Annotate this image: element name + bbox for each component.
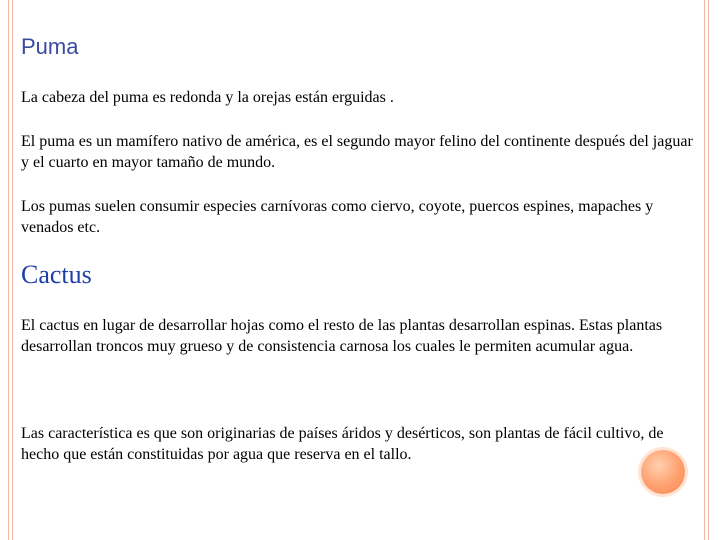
puma-paragraph-3: Los pumas suelen consumir especies carnívoras como ciervo, coyote, puercos espines, mapaches y venados etc. [21, 198, 654, 236]
right-rule-outer [708, 0, 709, 540]
section-title-puma: Puma [21, 34, 79, 59]
left-rule-outer [8, 0, 9, 540]
puma-paragraph-1: La cabeza del puma es redonda y la orejas están erguidas . [21, 89, 394, 106]
cactus-paragraph-1: El cactus en lugar de desarrollar hojas como el resto de las plantas desarrollan espinas. Estas plantas desarrollan troncos muy grueso y de consistencia carnosa los cuales le permiten acumular agua. [21, 317, 663, 355]
cactus-paragraph-2: Las característica es que son originarias de países áridos y desérticos, son plantas de fácil cultivo, de hecho que están constituidas por agua que reserva en el tallo. [21, 425, 664, 463]
orange-circle-icon [641, 450, 685, 494]
section-title-cactus: Cactus [21, 260, 92, 289]
left-rule-inner [12, 0, 13, 540]
puma-paragraph-2: El puma es un mamífero nativo de américa, es el segundo mayor felino del continente después del jaguar y el cuarto en mayor tamaño de mundo. [21, 133, 693, 171]
right-rule-inner [704, 0, 705, 540]
